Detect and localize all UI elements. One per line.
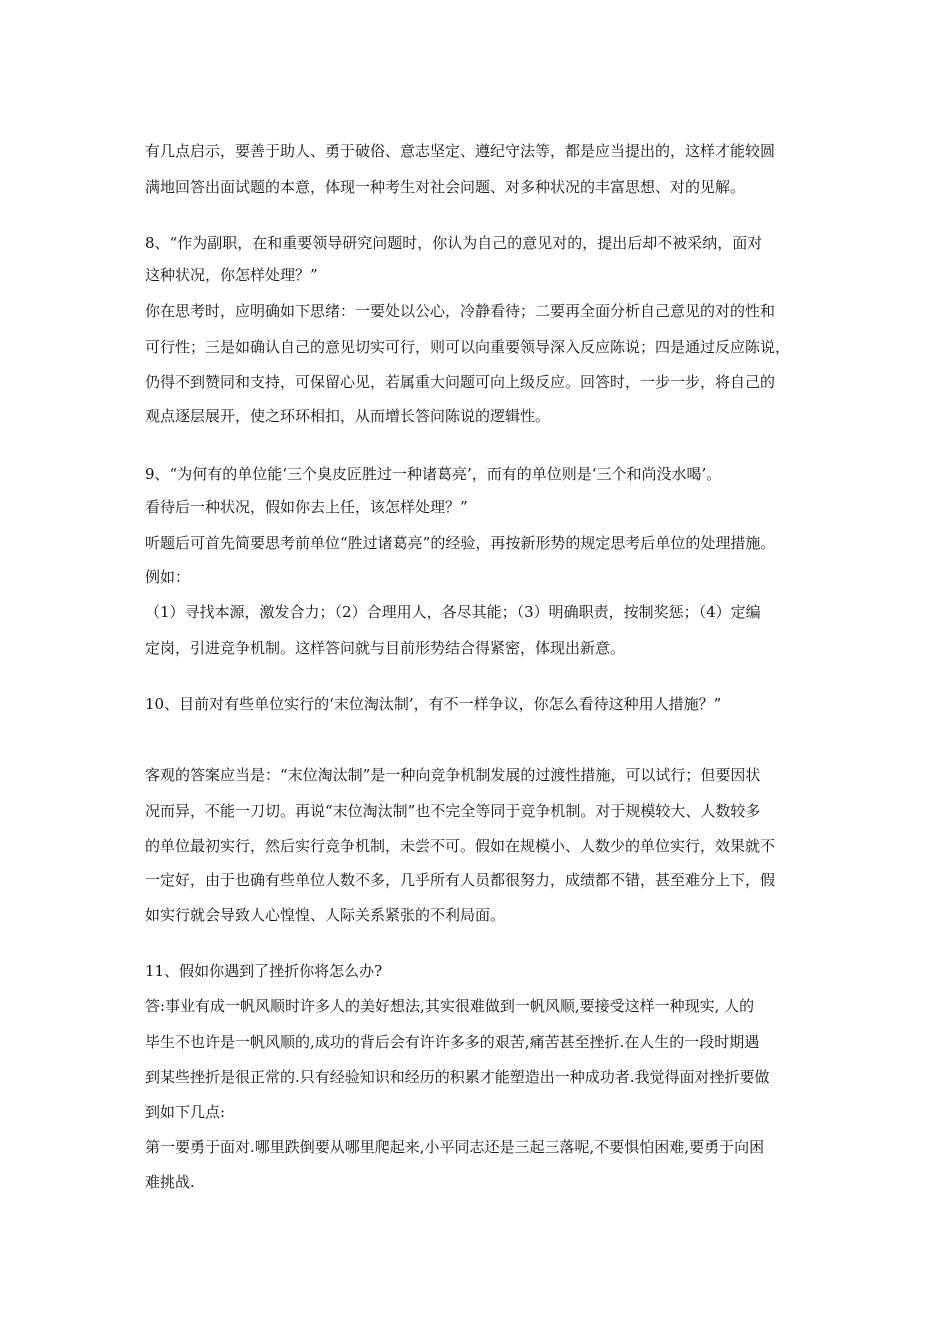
text-line: 例如： — [145, 568, 191, 586]
question-8-heading: 8、“作为副职，在和重要领导研究问题时，你认为自己的意见对的，提出后却不被采纳，面对 — [145, 234, 763, 252]
text-line: 定岗，引进竞争机制。这样答问就与目前形势结合得紧密，体现出新意。 — [145, 639, 626, 657]
text-line: 到如下几点: — [145, 1103, 226, 1121]
text-line: 可行性；三是如确认自己的意见切实可行，则可以向重要领导深入反应陈说；四是通过反应陈说， — [145, 338, 791, 356]
text-line: 仍得不到赞同和支持，可保留心见，若属重大问题可向上级反应。回答时，一步一步，将自己的 — [145, 373, 776, 391]
text-line: （1）寻找本源，激发合力；（2）合理用人，各尽其能；（3）明确职责，按制奖惩；（4）定编 — [145, 603, 761, 621]
question-10-heading: 10、目前对有些单位实行的‘末位淘汰制’，有不一样争议，你怎么看待这种用人措施？” — [145, 695, 722, 713]
text-line: 客观的答案应当是：“末位淘汰制”是一种向竞争机制发展的过渡性措施，可以试行；但要因状 — [145, 766, 761, 784]
question-9-heading: 9、“为何有的单位能‘三个臭皮匠胜过一种诸葛亮’，而有的单位则是‘三个和尚没水喝’。 — [145, 465, 722, 483]
text-line: 满地回答出面试题的本意，体现一种考生对社会问题、对多种状况的丰富思想、对的见解。 — [145, 178, 746, 196]
text-line: 第一要勇于面对.哪里跌倒要从哪里爬起来,小平同志还是三起三落呢,不要惧怕困难,要勇于向困 — [145, 1138, 765, 1156]
text-line: 难挑战. — [145, 1173, 195, 1191]
text-line: 观点逐层展开，使之环环相扣，从而增长答问陈说的逻辑性。 — [145, 407, 551, 425]
question-8-heading: 这种状况，你怎样处理？” — [145, 266, 318, 284]
text-line: 到某些挫折是很正常的.只有经验知识和经历的积累才能塑造出一种成功者.我觉得面对挫折要做 — [145, 1068, 770, 1086]
text-line: 如实行就会导致人心惶惶、人际关系紧张的不利局面。 — [145, 906, 506, 924]
text-line: 一定好，由于也确有些单位人数不多，几乎所有人员都很努力，成绩都不错，甚至难分上下，假 — [145, 871, 776, 889]
text-line: 你在思考时，应明确如下思绪：一要处以公心，冷静看待；二要再全面分析自己意见的对的性和 — [145, 302, 776, 320]
text-line: 有几点启示，要善于助人、勇于破俗、意志坚定、遵纪守法等，都是应当提出的，这样才能较圆 — [145, 142, 776, 160]
text-line: 听题后可首先简要思考前单位“胜过诸葛亮”的经验，再按新形势的规定思考后单位的处理措施。 — [145, 534, 776, 552]
text-line: 毕生不也许是一帆风顺的,成功的背后会有许许多多的艰苦,痛苦甚至挫折.在人生的一段时期遇 — [145, 1033, 760, 1051]
question-11-heading: 11、假如你遇到了挫折你将怎么办? — [145, 962, 383, 980]
text-line: 的单位最初实行，然后实行竞争机制，未尝不可。假如在规模小、人数少的单位实行，效果就不 — [145, 837, 776, 855]
text-line: 况而异，不能一刀切。再说“末位淘汰制”也不完全等同于竞争机制。对于规模较大、人数较多 — [145, 802, 761, 820]
question-9-heading: 看待后一种状况，假如你去上任，该怎样处理？” — [145, 498, 468, 516]
text-line: 答:事业有成一帆风顺时许多人的美好想法,其实很难做到一帆风顺,要接受这样一种现实, 人的 — [145, 997, 755, 1015]
